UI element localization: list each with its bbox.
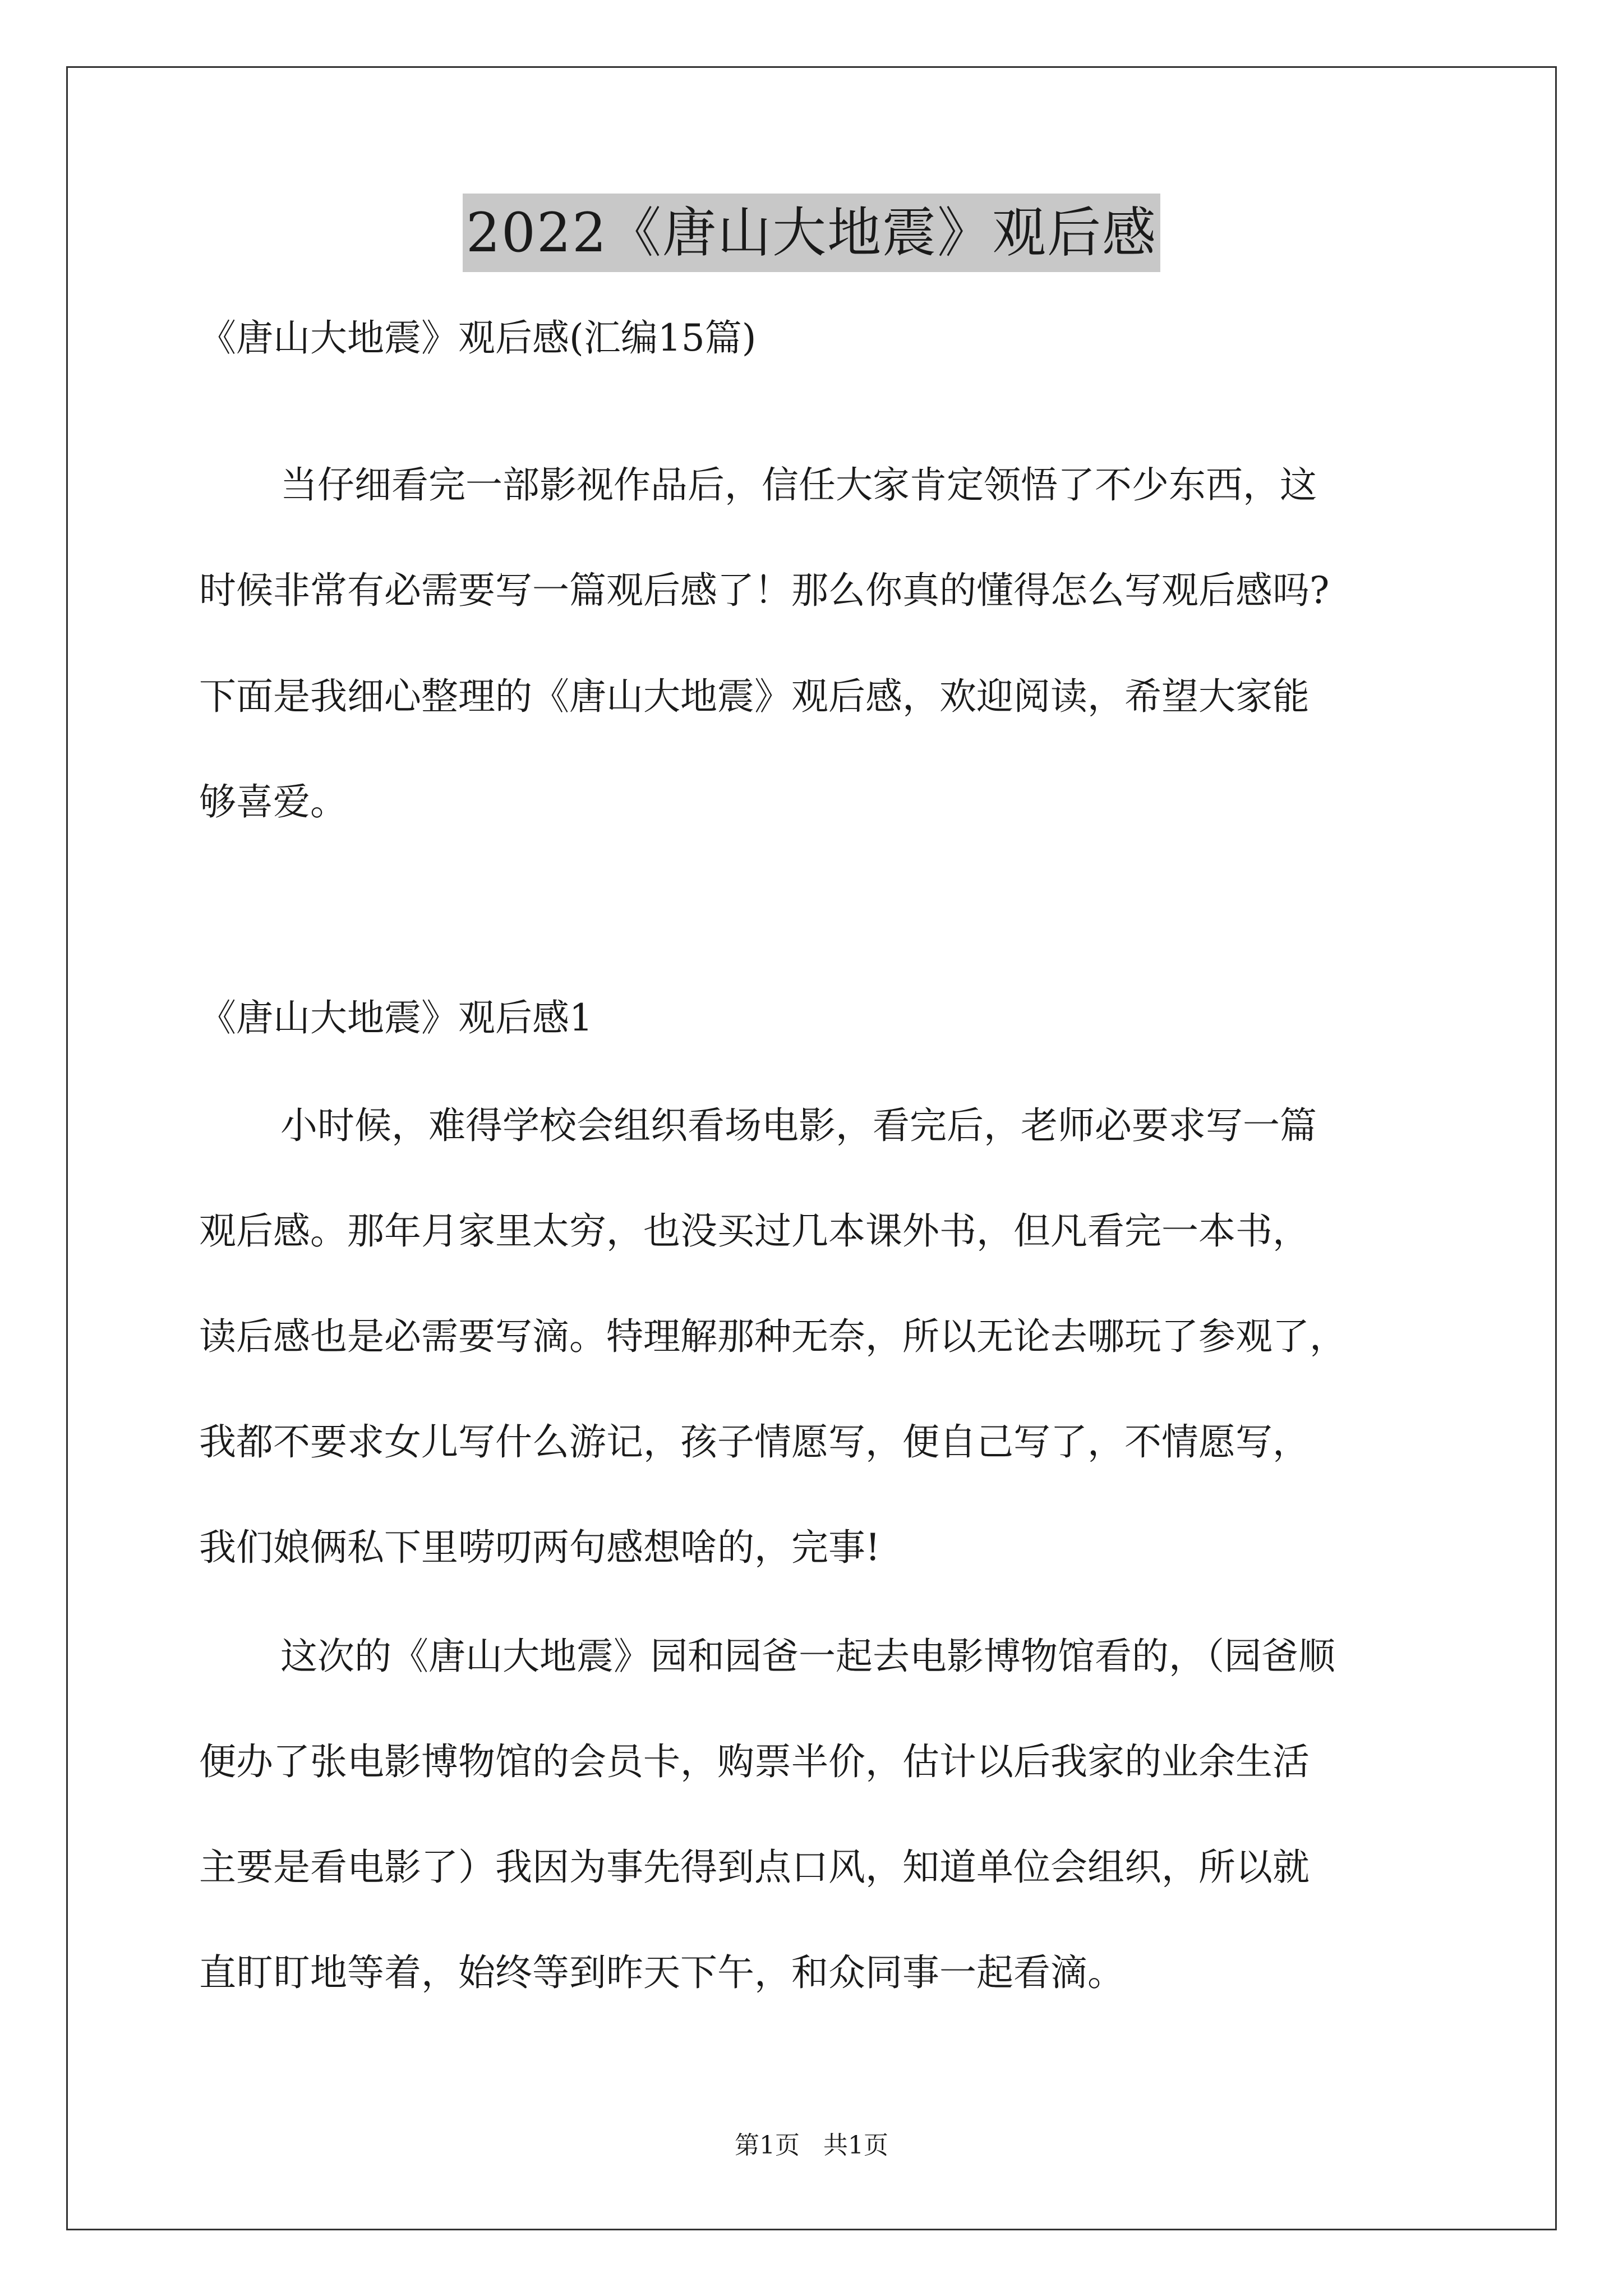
para1-line-3: 读后感也是必需要写滴。特理解那种无奈，所以无论去哪玩了参观了， (199, 1315, 1347, 1358)
title-container (0, 194, 1623, 272)
para2-line-4: 直盯盯地等着，始终等到昨天下午，和众同事一起看滴。 (199, 1951, 1124, 1994)
page-number-current: 第1页 (735, 2131, 800, 2160)
document-title: 2022《唐山大地震》观后感 (463, 194, 1160, 272)
para2-line-3: 主要是看电影了）我因为事先得到点口风，知道单位会组织，所以就 (199, 1846, 1310, 1889)
intro-line-3: 下面是我细心整理的《唐山大地震》观后感，欢迎阅读，希望大家能 (199, 675, 1310, 718)
intro-line-2: 时候非常有必需要写一篇观后感了！那么你真的懂得怎么写观后感吗? (199, 569, 1330, 612)
section-heading: 《唐山大地震》观后感1 (199, 996, 593, 1039)
para2-line-1: 这次的《唐山大地震》园和园爸一起去电影博物馆看的，（园爸顺 (280, 1635, 1335, 1678)
para1-line-5: 我们娘俩私下里唠叨两句感想啥的，完事! (199, 1526, 880, 1569)
page-number-total: 共1页 (823, 2131, 888, 2160)
para2-line-2: 便办了张电影博物馆的会员卡，购票半价，估计以后我家的业余生活 (199, 1740, 1310, 1783)
page-footer (0, 2129, 1623, 2162)
intro-line-1: 当仔细看完一部影视作品后，信任大家肯定领悟了不少东西，这 (280, 463, 1317, 507)
para1-line-4: 我都不要求女儿写什么游记，孩子情愿写，便自己写了，不情愿写， (199, 1420, 1310, 1464)
para1-line-1: 小时候，难得学校会组织看场电影，看完后，老师必要求写一篇 (280, 1104, 1317, 1147)
intro-line-4: 够喜爱。 (199, 780, 347, 823)
para1-line-2: 观后感。那年月家里太穷，也没买过几本课外书，但凡看完一本书， (199, 1209, 1310, 1253)
document-subtitle: 《唐山大地震》观后感(汇编15篇) (199, 316, 757, 360)
